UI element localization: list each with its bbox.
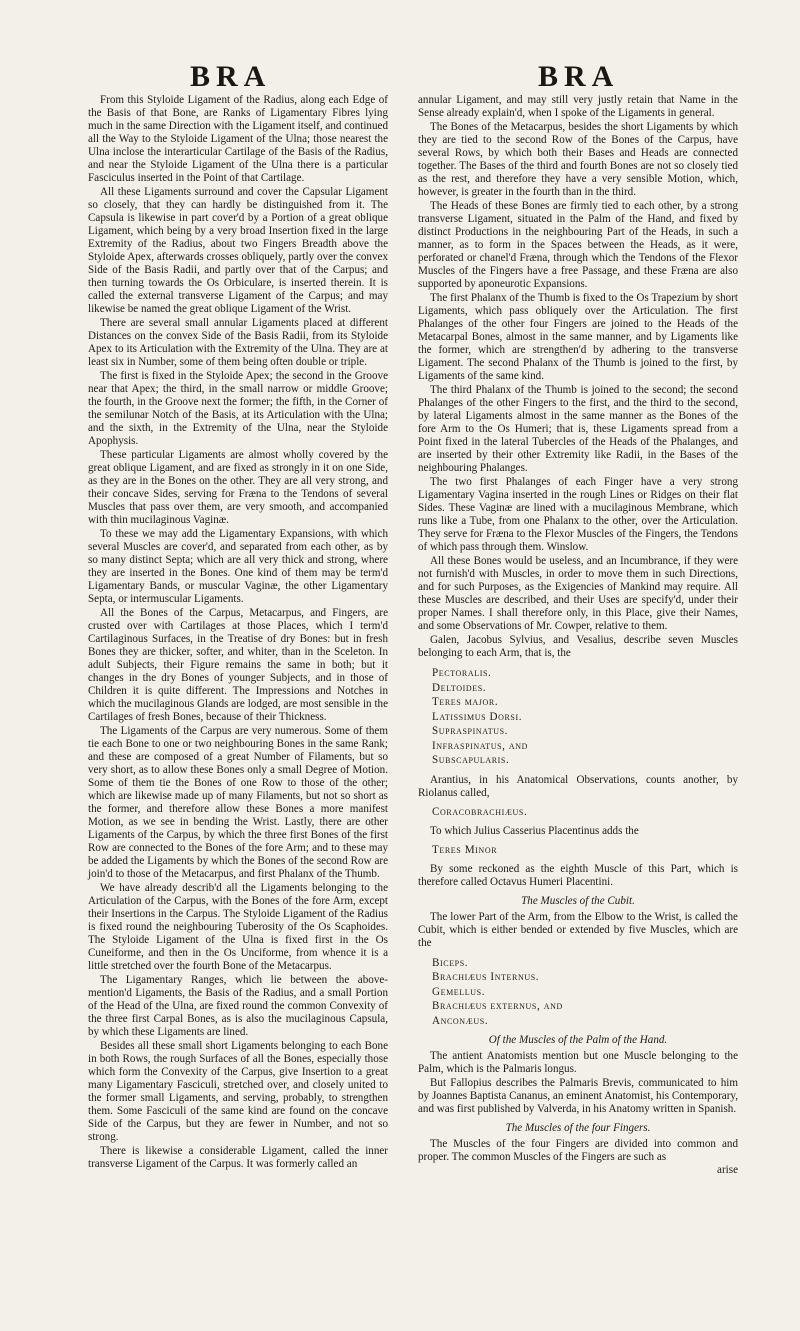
paragraph: The lower Part of the Arm, from the Elbow to the Wrist, is called the Cubit, which is either bended or extended by five Muscles, which are the xyxy=(418,910,738,949)
muscle-list-cubit xyxy=(432,956,738,1029)
list-item: Anconæus. xyxy=(432,1014,489,1027)
list-item: Coracobrachiæus. xyxy=(432,805,528,818)
paragraph: By some reckoned as the eighth Muscle of this Part, which is therefore called Octavus Humeri Placentini. xyxy=(418,862,738,888)
list-item: Gemellus. xyxy=(432,985,486,998)
paragraph: The first Phalanx of the Thumb is fixed to the Os Trapezium by short Ligaments, which pass obliquely over the Articulation. The first Phalanges of the other four Fingers are joined to the Heads of the Metacarpal Bones, almost in the same manner, and by Ligaments like the former, which are strengthen'd by adhering to the transverse Ligament. The second Phalanx of the Thumb is joined to the first, by Ligaments of the same kind. xyxy=(418,292,738,382)
paragraph: Arantius, in his Anatomical Observations, counts another, by Riolanus called, xyxy=(418,773,738,799)
section-heading-cubit: The Muscles of the Cubit. xyxy=(521,894,635,907)
muscle-list-arm xyxy=(432,666,738,768)
paragraph: Galen, Jacobus Sylvius, and Vesalius, describe seven Muscles belonging to each Arm, that is, the xyxy=(418,634,738,659)
paragraph: The Ligamentary Ranges, which lie between the above-mention'd Ligaments, the Basis of the Radius, and a small Portion of the Head of the Ulna, are fixed round the common Convexity of the three first Carpal Bones, as is also the mucilaginous Capsula, by which these Ligaments are lined. xyxy=(88,974,388,1038)
paragraph: The Bones of the Metacarpus, besides the short Ligaments by which they are tied to the second Row of the Bones of the Carpus, have several Rows, by which both their Bases and Heads are connected together. The Bases of the third and fourth Bones are not so closely tied as the rest, and therefore they have a very sensible Motion, which, however, is greater in the fourth than in the third. xyxy=(418,121,738,198)
paragraph: There are several small annular Ligaments placed at different Distances on the convex Side of the Basis Radii, from its Styloide Apex to its Articulation with the Extremity of the Ulna. They are at least six in Number, some of them being often double or triple. xyxy=(88,317,388,368)
list-item: Pectoralis. xyxy=(432,667,492,679)
paragraph: We have already describ'd all the Ligaments belonging to the Articulation of the Carpus, with the Bones of the fore Arm, except their Insertions in the Carpus. The Styloide Ligament of the Radius is fixed round the neighbouring Tuberosity of the Os Scaphoides. The Styloide Ligament of the Ulna is fixed first in the Os Cuneiforme, and then in the Os Unciforme, from whence it is a little stretched over the fourth Bone of the Metacarpus. xyxy=(88,882,388,972)
paragraph: All these Ligaments surround and cover the Capsular Ligament so closely, that they can hardly be distinguished from it. The Capsula is likewise in part cover'd by a Portion of a great oblique Ligament, which being by a very broad Insertion fixed in the large Extremity of the Radius, about two Fingers Breadth above the Styloide Apex, afterwards crosses obliquely, partly over the convex Side of the Basis Radii, and partly over that of the Carpus; and then turning towards the Os Orbiculare, is inserted therein. It is called the external transverse Ligament of the Carpus; and may likewise be named the great oblique Ligament of the Wrist. xyxy=(88,186,388,315)
section-heading-fingers: The Muscles of the four Fingers. xyxy=(505,1122,651,1134)
paragraph: These particular Ligaments are almost wholly covered by the great oblique Ligament, and are fixed as strongly in it on one Side, as they are in the Bones on the other. They are all very strong, and their concave Sides, serving for Fræna to the Tendons of several Muscles that pass over them, are very smooth, and accompanied with thin mucilaginous Vaginæ. xyxy=(88,449,388,526)
list-item: Supraspinatus. xyxy=(432,725,509,737)
paragraph: The two first Phalanges of each Finger have a very strong Ligamentary Vagina inserted in the rough Lines or Ridges on their flat Sides. These Vaginæ are lined with a mucilaginous Membrane, which runs like a Tube, from one Phalanx to the other, over the Articulation. They serve for Fræna to the Flexor Muscles of the Fingers, the Tendons of which pass through them. Winslow. xyxy=(418,476,738,553)
paragraph: All the Bones of the Carpus, Metacarpus, and Fingers, are crusted over with Cartilages at those Places, which I term'd Cartilaginous Surfaces, in the Treatise of dry Bones: but in fresh Bones they are thicker, softer, and whiter, than in the Sceleton. In adult Subjects, their Figure remains the same in both; but it changes in the dry Bones of younger Subjects, and in those of Children it is quite different. The Impressions and Notches in which the mucilaginous Glands are lodged, are most sensible in the Cartilages of fresh Bones, because of their Thickness. xyxy=(88,607,388,723)
section-heading-palm: Of the Muscles of the Palm of the Hand. xyxy=(488,1034,668,1046)
list-item: Deltoides. xyxy=(432,681,487,694)
right-column xyxy=(418,94,738,1177)
paragraph: The antient Anatomists mention but one Muscle belonging to the Palm, which is the Palmaris longus. xyxy=(418,1050,738,1075)
list-item: Infraspinatus, and xyxy=(432,739,529,752)
list-item: Teres major. xyxy=(432,696,499,708)
paragraph: Besides all these small short Ligaments belonging to each Bone in both Rows, the rough Surfaces of all the Bones, especially those which form the Convexity of the Carpus, give Insertion to a great many Ligamentary Fasciculi, stretched over, and closely united to the former small Ligaments, and serving, probably, to strengthen them. Some Fasciculi of the same kind are found on the concave Side of the Carpus, but they are fewer in Number, and not so strong. xyxy=(88,1040,388,1143)
paragraph: To these we may add the Ligamentary Expansions, with which several Muscles are cover'd, and separated from each other, as by so many distinct Septa; which are all very thick and strong, where they are inserted in the Bones. One kind of them may be term'd Ligamentary Bands, or muscular Vaginæ, the other Ligamentary Septa, or intermuscular Ligaments. xyxy=(88,528,388,605)
paragraph: The Ligaments of the Carpus are very numerous. Some of them tie each Bone to one or two neighbouring Bones in the same Rank; and these are composed of a great Number of Filaments, but so very short, as to allow these Bones only a small Degree of Motion. Some of them tie the Bones of one Row to those of the other; which are likewise made up of many Filaments, but not so short as the former, and therefore allow these Bones a more manifest Motion, as we see in bending the Wrist. Lastly, there are other Ligaments of the Carpus, by which the three first Bones of the first Row are connected to the Bones of the fore Arm; and to these may be added the Ligaments by which the Bones of the second Row are join'd to those of the Metacarpus, and first Phalanx of the Thumb. xyxy=(88,725,388,880)
paragraph: All these Bones would be useless, and an Incumbrance, if they were not furnish'd with Muscles, in order to move them in such Directions, and for such Purposes, as the Exigencies of Mankind may require. All these Muscles are described, and their Uses are specify'd, under their proper Names. I shall therefore only, in this Place, give their Names, and some Observations of Mr. Cowper, relative to them. xyxy=(418,555,738,632)
paragraph: From this Styloide Ligament of the Radius, along each Edge of the Basis of that Bone, are Ranks of Ligamentary Fibres lying much in the same Direction with the Ligament itself, and continued all the Way to the Styloide Ligament of the Ulna; those nearest the Ulna inclose the interarticular Cartilage of the Basis of the Radius, and near the Styloide Ligament of the Ulna there is a particular Fasciculus inserted in the Point of that Cartilage. xyxy=(88,94,388,184)
paragraph: The Muscles of the four Fingers are divided into common and proper. The common Muscles of the Fingers are such as xyxy=(418,1138,738,1163)
running-head-left: BRA xyxy=(190,60,272,93)
paragraph: The third Phalanx of the Thumb is joined to the second; the second Phalanges of the other Fingers to the first, and the third to the second, by lateral Ligaments almost in the same manner as the Bones of the fore Arm to the Os Humeri; that is, these Ligaments spread from a Point fixed in the lateral Tubercles of the Heads of the Phalanges, and are inserted by their other Extremity like Radii, in the Bases of the neighbouring Phalanges. xyxy=(418,384,738,474)
left-column xyxy=(88,94,388,1171)
paragraph: But Fallopius describes the Palmaris Brevis, communicated to him by Joannes Baptista Cananus, an eminent Anatomist, his Contemporary, and was first published by Valverda, in his Anatomy written in Spanish. xyxy=(418,1077,738,1115)
paragraph: annular Ligament, and may still very justly retain that Name in the Sense already explain'd, when I spoke of the Ligaments in general. xyxy=(418,94,738,119)
paragraph: The first is fixed in the Styloide Apex; the second in the Groove near that Apex; the third, in the small narrow or middle Groove; the fourth, in the Groove next the former; the fifth, in the Corner of the semilunar Notch of the Basis, at its Articulation with the Ulna; and the sixth, in the Extremity of the Ulna, near the Styloide Apophysis. xyxy=(88,370,388,447)
paragraph: The Heads of these Bones are firmly tied to each other, by a strong transverse Ligament, situated in the Palm of the Hand, and fixed by distinct Productions in the neighbouring Part of the Heads, in such a manner, as to form in the Spaces between the Heads, as it were, perforated or chanel'd Fræna, through which the Tendons of the Flexor Muscles of the Fingers have a free Passage, and these Fræna are also supported by aponeurotic Expansions. xyxy=(418,200,738,290)
paragraph: There is likewise a considerable Ligament, called the inner transverse Ligament of the Carpus. It was formerly called an xyxy=(88,1145,388,1170)
list-item: Subscapularis. xyxy=(432,754,510,766)
list-item: Brachiæus Internus. xyxy=(432,971,540,983)
list-item: Teres Minor xyxy=(432,843,498,856)
list-item: Brachiæus externus, and xyxy=(432,1000,563,1012)
list-item: Latissimus Dorsi. xyxy=(432,710,523,723)
paragraph: To which Julius Casserius Placentinus adds the xyxy=(430,824,639,837)
running-head-right: BRA xyxy=(538,60,620,93)
list-item: Biceps. xyxy=(432,956,469,969)
catchword: arise xyxy=(717,1164,738,1176)
